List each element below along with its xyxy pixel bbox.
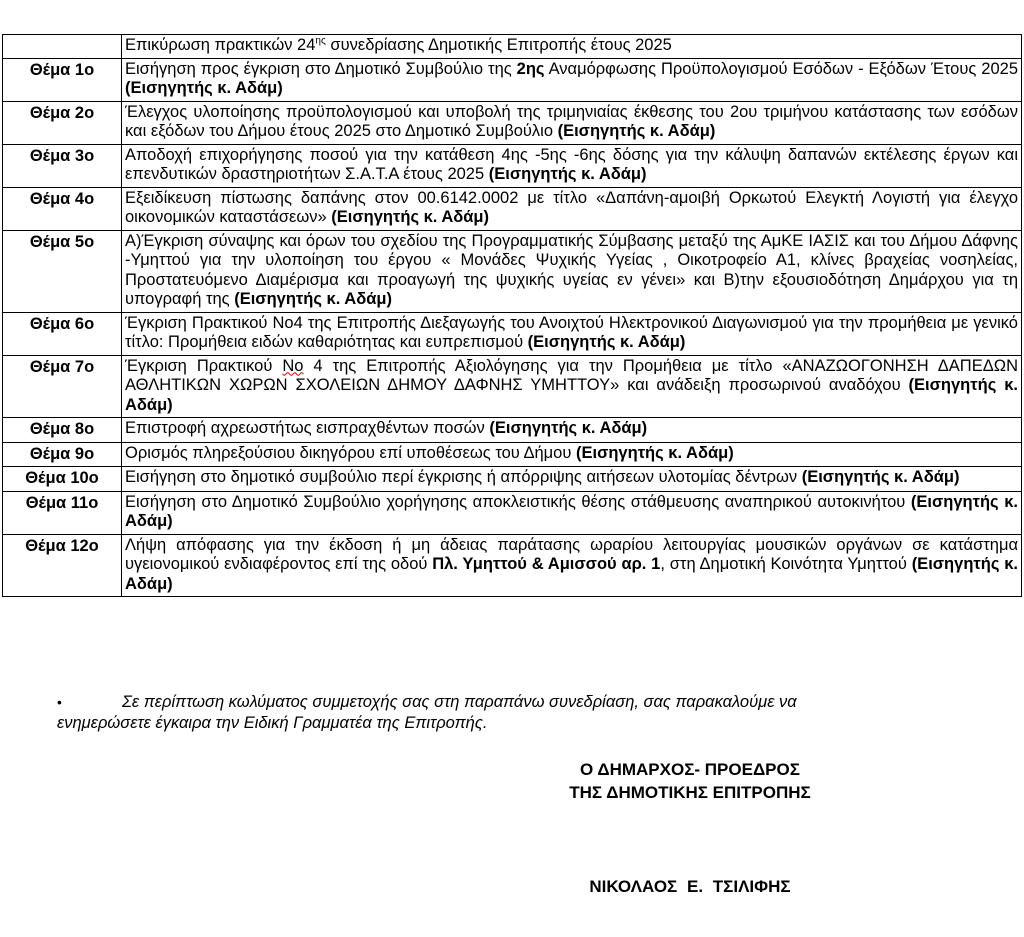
topic-number: Θέμα 10ο [3,467,122,492]
description-text: Έλεγχος υλοποίησης προϋπολογισμού και υποβολή της τριμηνιαίας έκθεσης του 2ου τριμήνου κατάστασης των εσόδων και εξόδων του Δήμου έτους 2025 στο Δημοτικό Συμβούλιο [125,102,1018,140]
header-topic-cell [3,35,122,59]
topic-number: Θέμα 5ο [3,230,122,312]
topic-description [122,491,1022,534]
bullet-icon: • [57,694,62,710]
agenda-row-12 [3,534,1022,597]
agenda-table [2,34,1022,597]
topic-description [122,101,1022,144]
rapporteur: (Εισηγητής κ. Αδάμ) [331,208,490,226]
description-text: Επιστροφή αχρεωστήτως εισπραχθέντων ποσών [125,419,490,437]
topic-description [122,144,1022,187]
description-bold-text: 2ης [516,59,545,78]
description-text: Λήψη απόφασης για την έκδοση ή μη άδειας παράτασης ωραρίου λειτουργίας μουσικών οργάνων σε κατάστημα υγειονομικού ενδιαφέροντος επί της οδού [125,535,1018,573]
header-text-end: συνεδρίασης Δημοτικής Επιτροπής έτους 2025 [325,36,672,54]
signature-title-line-2: ΤΗΣ ΔΗΜΟΤΙΚΗΣ ΕΠΙΤΡΟΠΗΣ [569,783,811,802]
agenda-row-4 [3,187,1022,230]
topic-number: Θέμα 2ο [3,101,122,144]
agenda-header-row [3,35,1022,59]
description-text: Έγκριση Πρακτικού Νο4 της Επιτροπής Διεξαγωγής του Ανοιχτού Ηλεκτρονικού Διαγωνισμού για την προμήθεια με γενικό τίτλο: Προμήθεια ειδών καθαριότητας και ευπρεπισμού [125,313,1018,351]
description-text: Εισήγηση στο Δημοτικό Συμβούλιο χορήγησης αποκλειστικής θέσης στάθμευσης αναπηρικού αυτοκινήτου [125,492,911,511]
rapporteur: (Εισηγητής κ. Αδάμ) [125,79,283,97]
agenda-row-2 [3,101,1022,144]
rapporteur: (Εισηγητής κ. Αδάμ) [234,290,392,308]
rapporteur: (Εισηγητής κ. Αδάμ) [125,492,1018,530]
header-text-start: Επικύρωση πρακτικών 24 [125,36,316,54]
agenda-row-8 [3,418,1022,443]
description-text: , στη Δημοτική Κοινότητα Υμηττού [660,555,912,573]
description-text: Α)Έγκριση σύναψης και όρων του σχεδίου της Προγραμματικής Σύμβασης μεταξύ της ΑμΚΕ ΙΑΣΙΣ και του Δήμου Δάφνης -Υμηττού για την υλοποίηση του έργου « Μονάδες Ψυχικής Υγείας , Οικοτροφείο Α1, κλίνες βραχείας νοσηλείας, Προστατευόμενο Διαμέρισμα και προαγωγή της ψυχικής υγείας εν γένει» και Β)την εξουσιοδότηση Δημάρχου για τη υπογραφή της [125,231,1018,308]
rapporteur: (Εισηγητής κ. Αδάμ) [488,165,647,183]
description-text: Ορισμός πληρεξούσιου δικηγόρου επί υποθέσεως του Δήμου [125,443,576,462]
description-text: Εξειδίκευση πίστωσης δαπάνης στον 00.6142.0002 με τίτλο «Δαπάνη-αμοιβή Ορκωτού Ελεγκτή Λογιστή για έλεγχο οικονομικών καταστάσεων» [125,188,1018,226]
rapporteur: (Εισηγητής κ. Αδάμ) [125,555,1018,593]
signature-title-line-1: Ο ΔΗΜΑΡΧΟΣ- ΠΡΟΕΔΡΟΣ [580,760,800,779]
topic-description [122,467,1022,492]
topic-number: Θέμα 8ο [3,418,122,443]
rapporteur: (Εισηγητής κ. Αδάμ) [557,122,716,140]
topic-number: Θέμα 7ο [3,355,122,418]
header-superscript: ης [315,35,326,47]
description-text: Αποδοχή επιχορήγησης ποσού για την κατάθεση 4ης -5ης -6ης δόσης για την κάλυψη δαπανών εκτέλεσης έργων και επενδυτικών δραστηριοτήτων Σ.Α.Τ.Α έτους 2025 [125,145,1018,183]
description-text: Εισήγηση προς έγκριση στο Δημοτικό Συμβούλιο της [125,59,517,78]
note-line-1: Σε περίπτωση κωλύματος συμμετοχής σας στη παραπάνω συνεδρίαση, σας παρακαλούμε να [122,693,797,711]
topic-number: Θέμα 6ο [3,312,122,355]
topic-number: Θέμα 4ο [3,187,122,230]
topic-number: Θέμα 3ο [3,144,122,187]
signature-block [480,758,900,804]
absence-note [57,692,957,734]
description-text: Αναμόρφωσης Προϋπολογισμού Εσόδων - Εξόδων Έτους 2025 [544,59,1018,78]
agenda-row-3 [3,144,1022,187]
topic-description [122,442,1022,467]
topic-description [122,187,1022,230]
rapporteur: (Εισηγητής κ. Αδάμ) [489,419,648,437]
topic-number: Θέμα 11ο [3,491,122,534]
rapporteur: (Εισηγητής κ. Αδάμ) [125,376,1019,414]
topic-description [122,418,1022,443]
topic-number: Θέμα 1ο [3,58,122,101]
topic-description [122,230,1022,312]
rapporteur: (Εισηγητής κ. Αδάμ) [527,333,686,351]
topic-number: Θέμα 9ο [3,442,122,467]
description-text: Εισήγηση στο δημοτικό συμβούλιο περί έγκρισης ή απόρριψης αιτήσεων υλοτομίας δέντρων [125,468,802,486]
agenda-row-9 [3,442,1022,467]
spellcheck-underlined-text: Νο [282,356,304,375]
description-bold-text: Πλ. Υμηττού & Αμισσού αρ. 1 [432,555,661,573]
agenda-row-7 [3,355,1022,418]
agenda-row-6 [3,312,1022,355]
agenda-row-5 [3,230,1022,312]
topic-number: Θέμα 12ο [3,534,122,597]
agenda-row-1 [3,58,1022,101]
topic-description [122,355,1022,418]
note-line-2: ενημερώσετε έγκαιρα την Ειδική Γραμματέα της Επιτροπής. [57,714,488,732]
description-text: 4 της Επιτροπής Αξιολόγησης για την Προμήθεια με τίτλο «ΑΝΑΖΩΟΓΟΝΗΣΗ ΔΑΠΕΔΩΝ ΑΘΛΗΤΙΚΩΝ ΧΩΡΩΝ ΣΧΟΛΕΙΩΝ ΔΗΜΟΥ ΔΑΦΝΗΣ ΥΜΗΤΤΟΥ» και ανάδειξη προσωρινού αναδόχου [125,356,1018,394]
rapporteur: (Εισηγητής κ. Αδάμ) [801,468,960,486]
agenda-row-10 [3,467,1022,492]
topic-description [122,534,1022,597]
signer-name: ΝΙΚΟΛΑΟΣ Ε. ΤΣΙΛΙΦΗΣ [589,877,791,896]
rapporteur: (Εισηγητής κ. Αδάμ) [575,443,734,462]
agenda-row-11 [3,491,1022,534]
topic-description [122,58,1022,101]
topic-description [122,312,1022,355]
description-text: Έγκριση Πρακτικού [125,356,283,375]
header-description-cell [122,35,1022,59]
